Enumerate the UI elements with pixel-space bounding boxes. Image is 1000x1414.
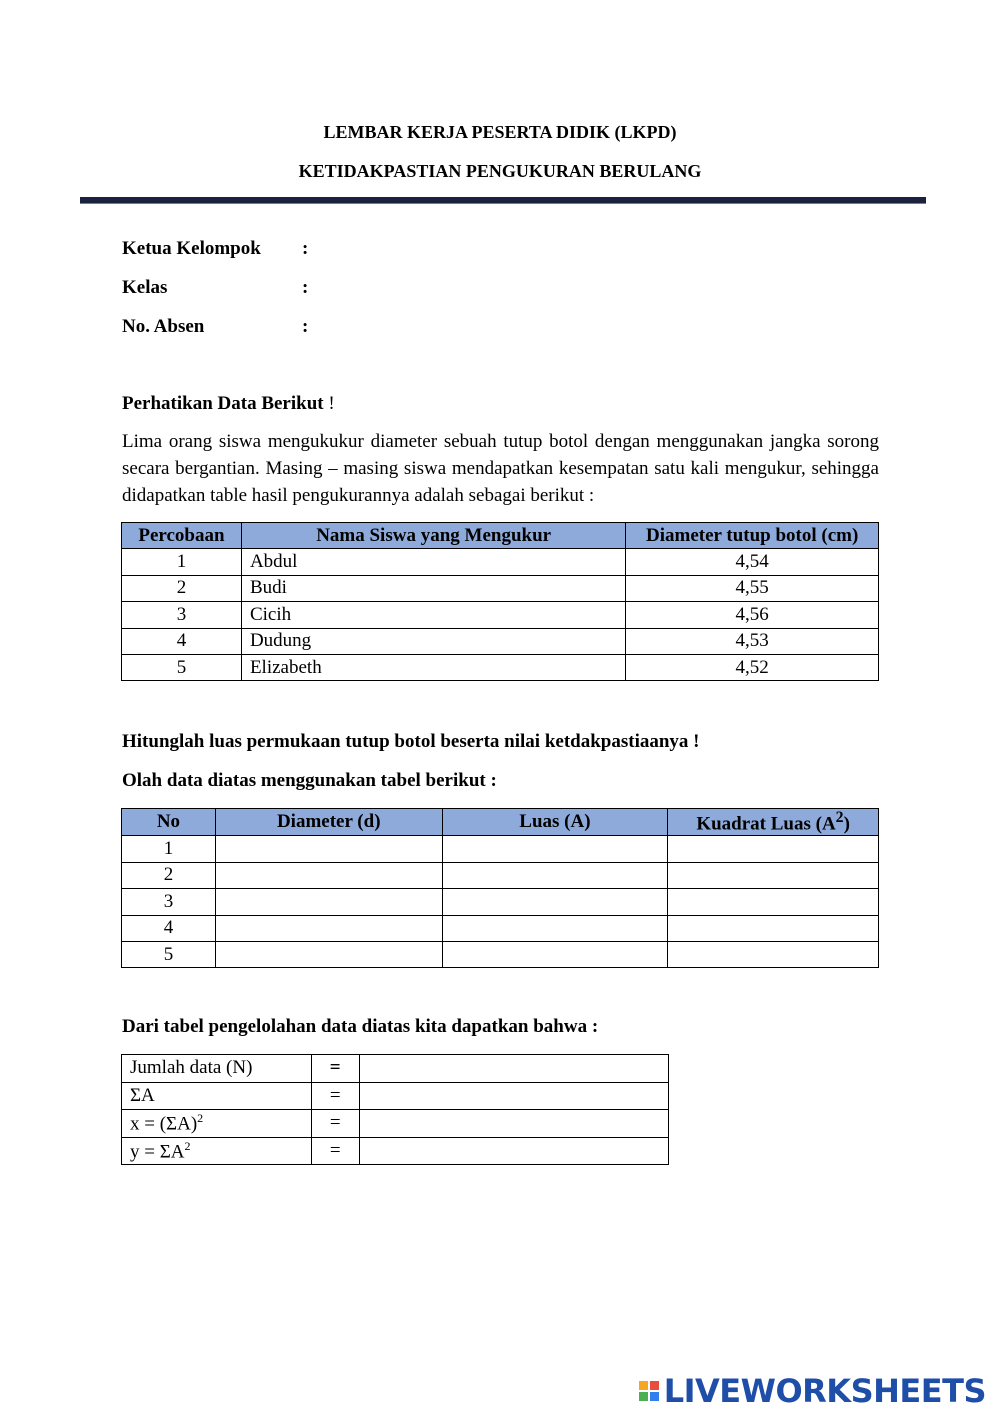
trial-cell: 4 <box>122 628 242 654</box>
summary-label-cell <box>122 1137 312 1165</box>
summary-superscript: 2 <box>197 1111 204 1126</box>
student-name-cell: Elizabeth <box>241 654 625 680</box>
summary-label: ΣA <box>130 1084 155 1106</box>
student-name-cell: Cicih <box>241 602 625 628</box>
diameter-cell: 4,55 <box>626 575 879 601</box>
equals-cell: = <box>311 1137 359 1165</box>
table-row <box>122 654 879 680</box>
row-number-cell: 5 <box>122 941 216 967</box>
table-header-row <box>122 523 879 549</box>
trial-cell: 3 <box>122 602 242 628</box>
column-header: Diameter (d) <box>215 809 442 836</box>
table-row <box>122 1082 669 1110</box>
student-name-cell: Budi <box>241 575 625 601</box>
row-number-cell: 1 <box>122 836 216 862</box>
equals-cell: = <box>311 1082 359 1110</box>
task-instruction: Hitunglah luas permukaan tutup botol beserta nilai ketdakpastiaanya ! <box>122 731 700 752</box>
field-label-group-leader: Ketua Kelompok <box>122 238 261 259</box>
measurement-table <box>121 522 879 681</box>
area-input-cell[interactable] <box>442 836 668 862</box>
equals-cell: = <box>311 1055 359 1083</box>
table-row <box>122 549 879 575</box>
processing-table <box>121 808 879 968</box>
summary-label: x = (ΣA) <box>130 1113 198 1135</box>
summary-answer-cell[interactable] <box>359 1082 668 1110</box>
data-heading-mark: ! <box>323 393 335 414</box>
diameter-cell: 4,52 <box>626 654 879 680</box>
summary-label-cell <box>122 1055 312 1083</box>
diameter-cell: 4,54 <box>626 549 879 575</box>
summary-intro: Dari tabel pengelolahan data diatas kita dapatkan bahwa : <box>122 1016 599 1037</box>
row-number-cell: 2 <box>122 862 216 888</box>
summary-superscript: 2 <box>184 1138 191 1153</box>
column-header: Percobaan <box>122 523 242 549</box>
diameter-input-cell[interactable] <box>215 836 442 862</box>
summary-answer-cell[interactable] <box>359 1055 668 1083</box>
equals-cell: = <box>311 1110 359 1138</box>
table-row <box>122 1055 669 1083</box>
trial-cell: 5 <box>122 654 242 680</box>
area-squared-input-cell[interactable] <box>668 862 879 888</box>
area-input-cell[interactable] <box>442 889 668 915</box>
logo-square <box>650 1381 659 1390</box>
header-divider <box>80 197 926 203</box>
student-name-cell: Dudung <box>241 628 625 654</box>
logo-square <box>650 1392 659 1401</box>
field-colon: : <box>302 277 309 298</box>
table-header-row <box>122 809 879 836</box>
diameter-cell: 4,53 <box>626 628 879 654</box>
trial-cell: 1 <box>122 549 242 575</box>
field-label-attendance-no: No. Absen <box>122 316 205 337</box>
worksheet-subtitle: KETIDAKPASTIAN PENGUKURAN BERULANG <box>298 161 702 181</box>
table-row <box>122 602 879 628</box>
header-text: Kuadrat Luas (A <box>696 813 836 835</box>
logo-square <box>639 1392 648 1401</box>
area-input-cell[interactable] <box>442 941 668 967</box>
brand-name: LIVEWORKSHEETS <box>663 1372 986 1410</box>
column-header: No <box>122 809 216 836</box>
table-row <box>122 915 879 941</box>
row-number-cell: 3 <box>122 889 216 915</box>
table-row <box>122 575 879 601</box>
summary-table <box>121 1054 669 1165</box>
liveworksheets-brand[interactable] <box>639 1372 986 1410</box>
diameter-input-cell[interactable] <box>215 941 442 967</box>
table-row <box>122 889 879 915</box>
table-row <box>122 1137 669 1165</box>
diameter-input-cell[interactable] <box>215 889 442 915</box>
area-squared-input-cell[interactable] <box>668 915 879 941</box>
table-row <box>122 836 879 862</box>
diameter-input-cell[interactable] <box>215 862 442 888</box>
summary-label-cell <box>122 1110 312 1138</box>
header-text: ) <box>843 813 850 835</box>
trial-cell: 2 <box>122 575 242 601</box>
area-input-cell[interactable] <box>442 915 668 941</box>
area-squared-input-cell[interactable] <box>668 836 879 862</box>
diameter-input-cell[interactable] <box>215 915 442 941</box>
table-row <box>122 628 879 654</box>
summary-label: Jumlah data (N) <box>130 1057 253 1079</box>
summary-answer-cell[interactable] <box>359 1110 668 1138</box>
table-row <box>122 1110 669 1138</box>
area-squared-input-cell[interactable] <box>668 889 879 915</box>
column-header: Nama Siswa yang Mengukur <box>241 523 625 549</box>
data-heading <box>122 393 335 415</box>
diameter-cell: 4,56 <box>626 602 879 628</box>
intro-paragraph: Lima orang siswa mengukukur diameter sebuah tutup botol dengan menggunakan jangka sorong secara bergantian. Masing – masing siswa mendapatkan kesempatan satu kali mengukur, sehingga didapatkan table hasil pengukurannya adalah sebagai berikut : <box>122 431 879 506</box>
table-row <box>122 941 879 967</box>
summary-answer-cell[interactable] <box>359 1137 668 1165</box>
field-colon: : <box>302 316 309 337</box>
summary-label-cell <box>122 1082 312 1110</box>
student-name-cell: Abdul <box>241 549 625 575</box>
data-heading-text: Perhatikan Data Berikut <box>122 393 324 414</box>
summary-label: y = ΣA <box>130 1140 185 1162</box>
liveworksheets-logo-icon <box>639 1381 659 1401</box>
table-row <box>122 862 879 888</box>
column-header: Diameter tutup botol (cm) <box>626 523 879 549</box>
logo-square <box>639 1381 648 1390</box>
area-squared-input-cell[interactable] <box>668 941 879 967</box>
area-input-cell[interactable] <box>442 862 668 888</box>
header-superscript: 2 <box>835 809 844 826</box>
row-number-cell: 4 <box>122 915 216 941</box>
worksheet-title: LEMBAR KERJA PESERTA DIDIK (LKPD) <box>323 122 677 142</box>
column-header: Luas (A) <box>442 809 668 836</box>
column-header <box>668 809 879 836</box>
field-colon: : <box>302 238 309 259</box>
table-intro: Olah data diatas menggunakan tabel berikut : <box>122 770 497 791</box>
field-label-class: Kelas <box>122 277 168 298</box>
